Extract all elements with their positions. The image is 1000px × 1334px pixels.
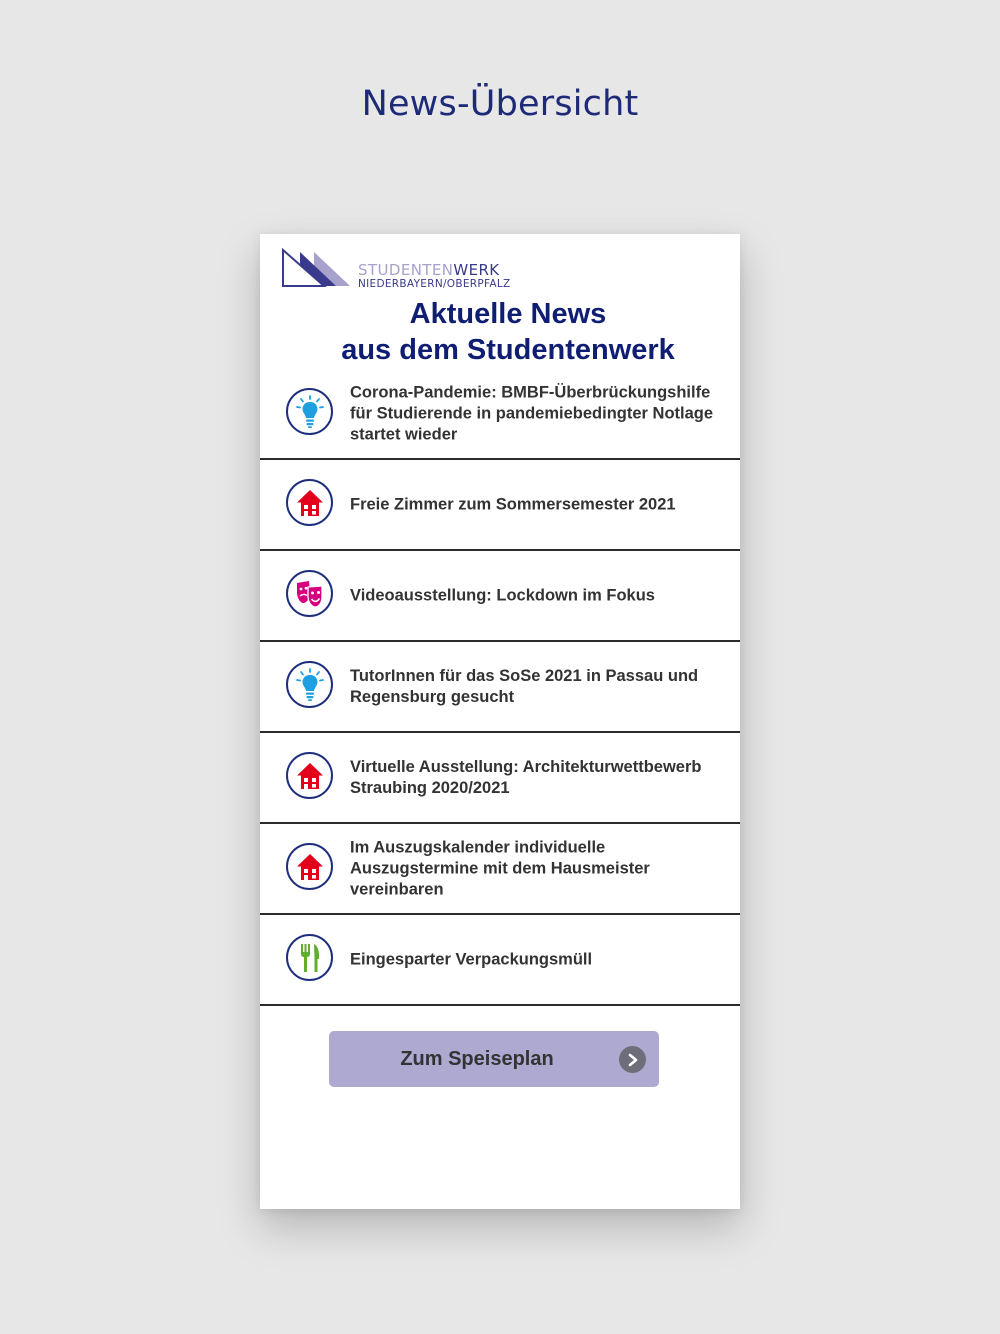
news-item[interactable] — [260, 551, 740, 642]
news-item[interactable] — [260, 460, 740, 551]
news-item[interactable] — [260, 824, 740, 915]
house-icon — [286, 843, 333, 890]
page-heading: News-Übersicht — [361, 84, 639, 124]
news-heading-line2: aus dem Studentenwerk — [341, 334, 675, 366]
house-icon — [286, 752, 333, 799]
news-heading — [260, 296, 756, 368]
news-item[interactable] — [260, 915, 740, 1006]
news-item[interactable] — [260, 733, 740, 824]
news-title: Virtuelle Ausstellung: Architekturwettbewerb Straubing 2020/2021 — [350, 757, 702, 797]
studentenwerk-logo — [280, 246, 510, 290]
theater-masks-icon — [286, 570, 333, 617]
news-heading-line1: Aktuelle News — [409, 298, 607, 330]
news-title: Im Auszugskalender individuelle Auszugstermine mit dem Hausmeister vereinbaren — [350, 838, 650, 898]
news-title: Freie Zimmer zum Sommersemester 2021 — [350, 495, 676, 513]
logo-word-werk: WERK — [453, 261, 500, 279]
news-item[interactable] — [260, 369, 740, 460]
news-title: Eingesparter Verpackungsmüll — [350, 950, 593, 968]
news-title: TutorInnen für das SoSe 2021 in Passau und Regensburg gesucht — [350, 666, 699, 706]
lightbulb-icon — [286, 388, 333, 435]
news-item[interactable] — [260, 642, 740, 733]
news-title: Corona-Pandemie: BMBF-Überbrückungshilfe für Studierende in pandemiebedingter Notlage startet wieder — [350, 383, 714, 443]
logo-wordmark — [358, 261, 500, 279]
speiseplan-button-label: Zum Speiseplan — [400, 1048, 554, 1070]
logo-region: NIEDERBAYERN/OBERPFALZ — [358, 278, 511, 290]
chevron-right-icon — [619, 1046, 646, 1073]
news-list — [260, 369, 740, 1006]
news-title: Videoausstellung: Lockdown im Fokus — [350, 586, 655, 604]
logo-word-studenten: STUDENTEN — [358, 261, 454, 279]
logo-mark-icon — [280, 246, 355, 288]
phone-screen — [260, 234, 740, 1209]
fork-knife-icon — [286, 934, 333, 981]
house-icon — [286, 479, 333, 526]
speiseplan-button[interactable] — [329, 1031, 659, 1087]
lightbulb-icon — [286, 661, 333, 708]
